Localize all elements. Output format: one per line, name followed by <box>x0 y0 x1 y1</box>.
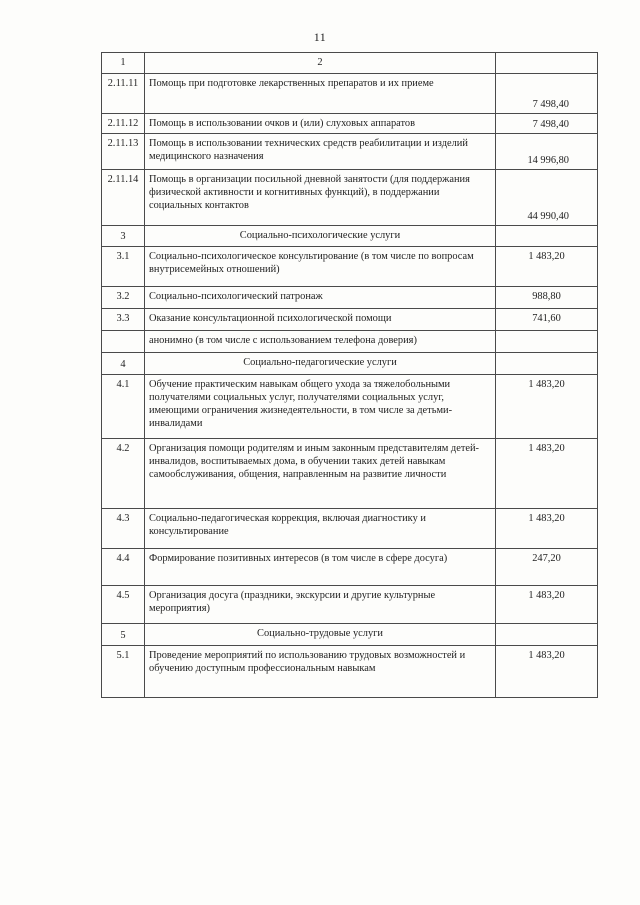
row-number: 3.2 <box>102 287 145 309</box>
header-col-3 <box>496 53 598 74</box>
page-number: 11 <box>313 30 327 44</box>
service-price: 741,60 <box>496 309 598 331</box>
section-title: Социально-педагогические услуги <box>145 353 496 375</box>
table-row <box>102 134 598 170</box>
service-name: Помощь при подготовке лекарственных препаратов и их приеме <box>145 74 496 114</box>
service-price: 1 483,20 <box>496 586 598 624</box>
row-number: 4.1 <box>102 375 145 439</box>
row-number: 3.1 <box>102 247 145 287</box>
table-row <box>102 74 598 114</box>
service-name: Оказание консультационной психологической помощи <box>145 309 496 331</box>
row-number: 4.4 <box>102 549 145 586</box>
service-name: Организация помощи родителям и иным законным представителям детей-инвалидов, воспитываемых дома, в обучении таких детей навыкам самообслуживания, общения, направленным на развитие личности <box>145 439 496 509</box>
section-row <box>102 353 598 375</box>
section-number: 5 <box>102 624 145 646</box>
service-price: 247,20 <box>496 549 598 586</box>
service-price: 1 483,20 <box>496 439 598 509</box>
header-col-1: 1 <box>102 53 145 74</box>
row-number: 2.11.11 <box>102 74 145 114</box>
table-row <box>102 439 598 509</box>
service-name: Социально-психологический патронаж <box>145 287 496 309</box>
table-row <box>102 114 598 134</box>
header-col-2: 2 <box>145 53 496 74</box>
table-row <box>102 586 598 624</box>
service-name: Помощь в использовании технических средств реабилитации и изделий медицинского назначения <box>145 134 496 170</box>
table-row <box>102 170 598 226</box>
section-empty-cell <box>496 624 598 646</box>
section-row <box>102 226 598 247</box>
section-empty-cell <box>496 353 598 375</box>
service-price: 1 483,20 <box>496 375 598 439</box>
service-price: 1 483,20 <box>496 247 598 287</box>
row-number: 2.11.14 <box>102 170 145 226</box>
table-row <box>102 309 598 331</box>
service-name: Организация досуга (праздники, экскурсии и другие культурные мероприятия) <box>145 586 496 624</box>
row-number: 4.2 <box>102 439 145 509</box>
service-name: Помощь в организации посильной дневной занятости (для поддержания физической активности и когнитивных функций), в поддержании социальных контактов <box>145 170 496 226</box>
table-row <box>102 331 598 353</box>
table-row <box>102 549 598 586</box>
table-row <box>102 646 598 698</box>
service-price: 7 498,40 <box>496 74 598 114</box>
table-row <box>102 375 598 439</box>
row-number: 4.5 <box>102 586 145 624</box>
service-name: Социально-психологическое консультирование (в том числе по вопросам внутрисемейных отношений) <box>145 247 496 287</box>
row-number: 2.11.13 <box>102 134 145 170</box>
service-price: 44 990,40 <box>496 170 598 226</box>
section-row <box>102 624 598 646</box>
service-name: Проведение мероприятий по использованию трудовых возможностей и обучению доступным профессиональным навыкам <box>145 646 496 698</box>
service-name: анонимно (в том числе с использованием телефона доверия) <box>145 331 496 353</box>
row-number <box>102 331 145 353</box>
section-title: Социально-трудовые услуги <box>145 624 496 646</box>
row-number: 4.3 <box>102 509 145 549</box>
table-header-row <box>102 53 598 74</box>
section-number: 4 <box>102 353 145 375</box>
table-row <box>102 247 598 287</box>
row-number: 2.11.12 <box>102 114 145 134</box>
row-number: 3.3 <box>102 309 145 331</box>
service-name: Обучение практическим навыкам общего ухода за тяжелобольными получателями социальных услуг, получателями социальных услуг, имеющими ограничения жизнедеятельности, в том числе за детьми-инвалидами <box>145 375 496 439</box>
services-price-table <box>101 52 598 698</box>
service-price: 14 996,80 <box>496 134 598 170</box>
service-price: 988,80 <box>496 287 598 309</box>
section-empty-cell <box>496 226 598 247</box>
service-price: 7 498,40 <box>496 114 598 134</box>
table-row <box>102 287 598 309</box>
service-name: Формирование позитивных интересов (в том числе в сфере досуга) <box>145 549 496 586</box>
service-price <box>496 331 598 353</box>
table-row <box>102 509 598 549</box>
service-name: Помощь в использовании очков и (или) слуховых аппаратов <box>145 114 496 134</box>
row-number: 5.1 <box>102 646 145 698</box>
section-title: Социально-психологические услуги <box>145 226 496 247</box>
section-number: 3 <box>102 226 145 247</box>
service-price: 1 483,20 <box>496 509 598 549</box>
service-price: 1 483,20 <box>496 646 598 698</box>
service-name: Социально-педагогическая коррекция, включая диагностику и консультирование <box>145 509 496 549</box>
